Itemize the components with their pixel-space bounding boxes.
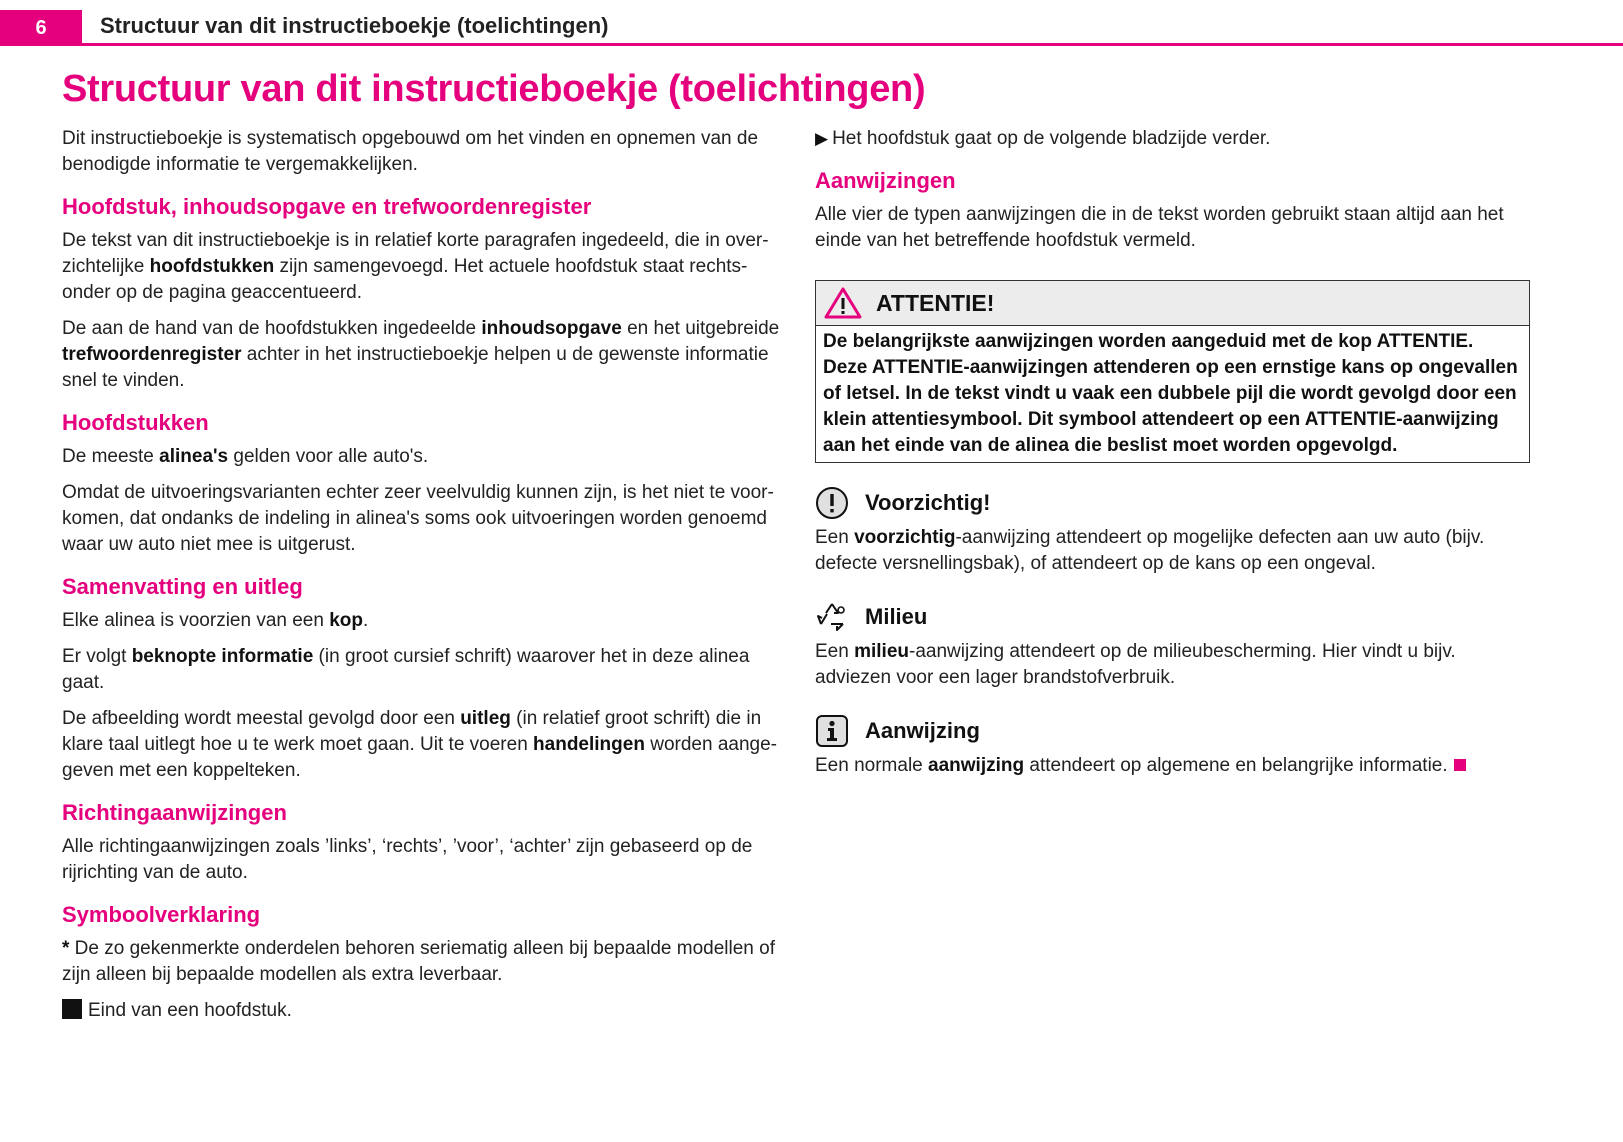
bold-term: voorzichtig — [854, 527, 956, 548]
environment-header — [815, 599, 1530, 635]
section-heading-aanwijzingen: Aanwijzingen — [815, 168, 956, 193]
end-of-chapter-pink-icon — [1454, 759, 1466, 771]
info-icon — [815, 714, 849, 748]
bold-term: aanwijzing — [928, 755, 1025, 776]
text: attendeert op algemene en belangrijke informatie. — [1024, 755, 1448, 776]
continuation-note — [815, 126, 1530, 152]
text: De meeste — [62, 446, 160, 467]
text: Het hoofdstuk gaat op de volgende bladzijde verder. — [832, 128, 1271, 149]
text: Elke alinea is voorzien van een — [62, 610, 330, 631]
text: Eind van een hoofdstuk. — [88, 1000, 292, 1021]
page-title: Structuur van dit instructieboekje (toelichtingen) — [62, 68, 926, 110]
paragraph: Alle vier de typen aanwijzingen die in de tekst worden gebruikt staan altijd aan het einde van het betreffende hoofdstuk vermeld. — [815, 204, 1504, 251]
warning-triangle-icon — [824, 287, 862, 319]
text: De aan de hand van de hoofdstukken ingedeelde — [62, 318, 482, 339]
text: Een — [815, 641, 855, 662]
right-column — [815, 126, 1530, 789]
caution-header — [815, 485, 1530, 521]
environment-paragraph — [815, 639, 1530, 691]
continue-arrow-icon: ▶ — [815, 129, 829, 148]
bold-term: milieu — [854, 641, 909, 662]
warning-header — [816, 281, 1529, 326]
text: . — [363, 610, 369, 631]
intro-paragraph: Dit instructieboekje is systematisch opgebouwd om het vinden en opnemen van de benodigde informatie te vergemakkelijken. — [62, 128, 759, 175]
paragraph: Alle richtingaanwijzingen zoals ’links’, ‘rechts’, ’voor’, ‘achter’ zijn gebaseerd op de rijrichting van de auto. — [62, 836, 753, 883]
text: -aanwijzing attendeert op de milieubescherming. Hier vindt u bijv. adviezen voor een lager brandstofverbruik. — [815, 641, 1456, 688]
paragraph: Omdat de uitvoeringsvarianten echter zeer veelvuldig kunnen zijn, is het niet te voor-komen, dat ondanks de indeling in alinea's soms ook uitvoeringen worden genoemd waar uw auto niet mee is uitgerust. — [62, 482, 774, 555]
text: Er volgt — [62, 646, 132, 667]
text: (in relatief groot schrift) die in klare taal uitlegt hoe u te werk moet gaan. Uit te voeren — [62, 708, 762, 755]
left-column — [62, 126, 782, 1034]
text: De tekst van dit instructieboekje is in relatief korte paragrafen ingedeeld, die in over-zichtelijke — [62, 230, 769, 277]
exclamation-circle-icon — [815, 486, 849, 520]
warning-box — [815, 280, 1530, 463]
recycle-icon — [815, 600, 849, 634]
bold-term: inhoudsopgave — [481, 318, 622, 339]
text: en het uitgebreide — [621, 318, 780, 339]
note-header — [815, 713, 1530, 749]
text: (in groot cursief schrift) waarover het in deze alinea gaat. — [62, 646, 750, 693]
section-heading-richting: Richtingaanwijzingen — [62, 800, 287, 825]
text: gelden voor alle auto's. — [228, 446, 429, 467]
header-rule — [82, 43, 1623, 46]
caution-paragraph — [815, 525, 1530, 577]
paragraph — [62, 444, 782, 470]
text: -aanwijzing attendeert op mogelijke defecten aan uw auto (bijv. defecte versnellingsbak), of attendeert op de kans op een ongeval. — [815, 527, 1485, 574]
paragraph — [62, 228, 782, 306]
paragraph — [62, 706, 782, 784]
section-heading-samenvatting: Samenvatting en uitleg — [62, 574, 303, 599]
section-heading-symbool: Symboolverklaring — [62, 902, 261, 927]
running-title: Structuur van dit instructieboekje (toelichtingen) — [100, 13, 609, 38]
text: De zo gekenmerkte onderdelen behoren seriematig alleen bij bepaalde modellen of zijn alleen bij bepaalde modellen als extra leverbaar. — [62, 938, 775, 985]
caution-title: Voorzichtig! — [865, 490, 991, 515]
end-of-chapter-icon — [62, 999, 82, 1019]
environment-title: Milieu — [865, 604, 928, 629]
bold-term: hoofdstukken — [149, 256, 275, 277]
text: De afbeelding wordt meestal gevolgd door een — [62, 708, 461, 729]
section-heading-hoofdstukken: Hoofdstukken — [62, 410, 209, 435]
paragraph — [62, 998, 782, 1024]
paragraph — [62, 644, 782, 696]
text: zijn samengevoegd. Het actuele hoofdstuk staat rechts-onder op de pagina geaccentueerd. — [62, 256, 748, 303]
asterisk-symbol: * — [62, 938, 70, 959]
bold-term: kop — [329, 610, 363, 631]
note-title: Aanwijzing — [865, 718, 980, 743]
bold-term: trefwoordenregister — [62, 344, 242, 365]
paragraph — [62, 608, 782, 634]
text: worden aange-geven met een koppelteken. — [62, 734, 777, 781]
page-number: 6 — [0, 10, 82, 46]
warning-title: ATTENTIE! — [876, 289, 995, 316]
page-header — [0, 0, 1623, 46]
bold-term: beknopte informatie — [131, 646, 314, 667]
warning-body: De belangrijkste aanwijzingen worden aangeduid met de kop ATTENTIE. Deze ATTENTIE-aanwijzingen attenderen op een ernstige kans op ongevallen of letsel. In de tekst vindt u vaak een dubbele pijl die wordt gevolgd door een klein attentiesymbool. Dit symbool attendeert op een ATTENTIE-aanwijzing aan het einde van de alinea die beslist moet worden opgevolgd. — [823, 331, 1518, 456]
text: achter in het instructieboekje helpen u de gewenste informatie snel te vinden. — [62, 344, 769, 391]
text: Een — [815, 527, 855, 548]
bold-term: alinea's — [159, 446, 229, 467]
paragraph — [62, 316, 782, 394]
section-heading-hoofdstuk: Hoofdstuk, inhoudsopgave en trefwoordenregister — [62, 194, 592, 219]
bold-term: handelingen — [533, 734, 645, 755]
note-paragraph — [815, 753, 1530, 779]
bold-term: uitleg — [460, 708, 511, 729]
paragraph — [62, 936, 782, 988]
text: Een normale — [815, 755, 929, 776]
